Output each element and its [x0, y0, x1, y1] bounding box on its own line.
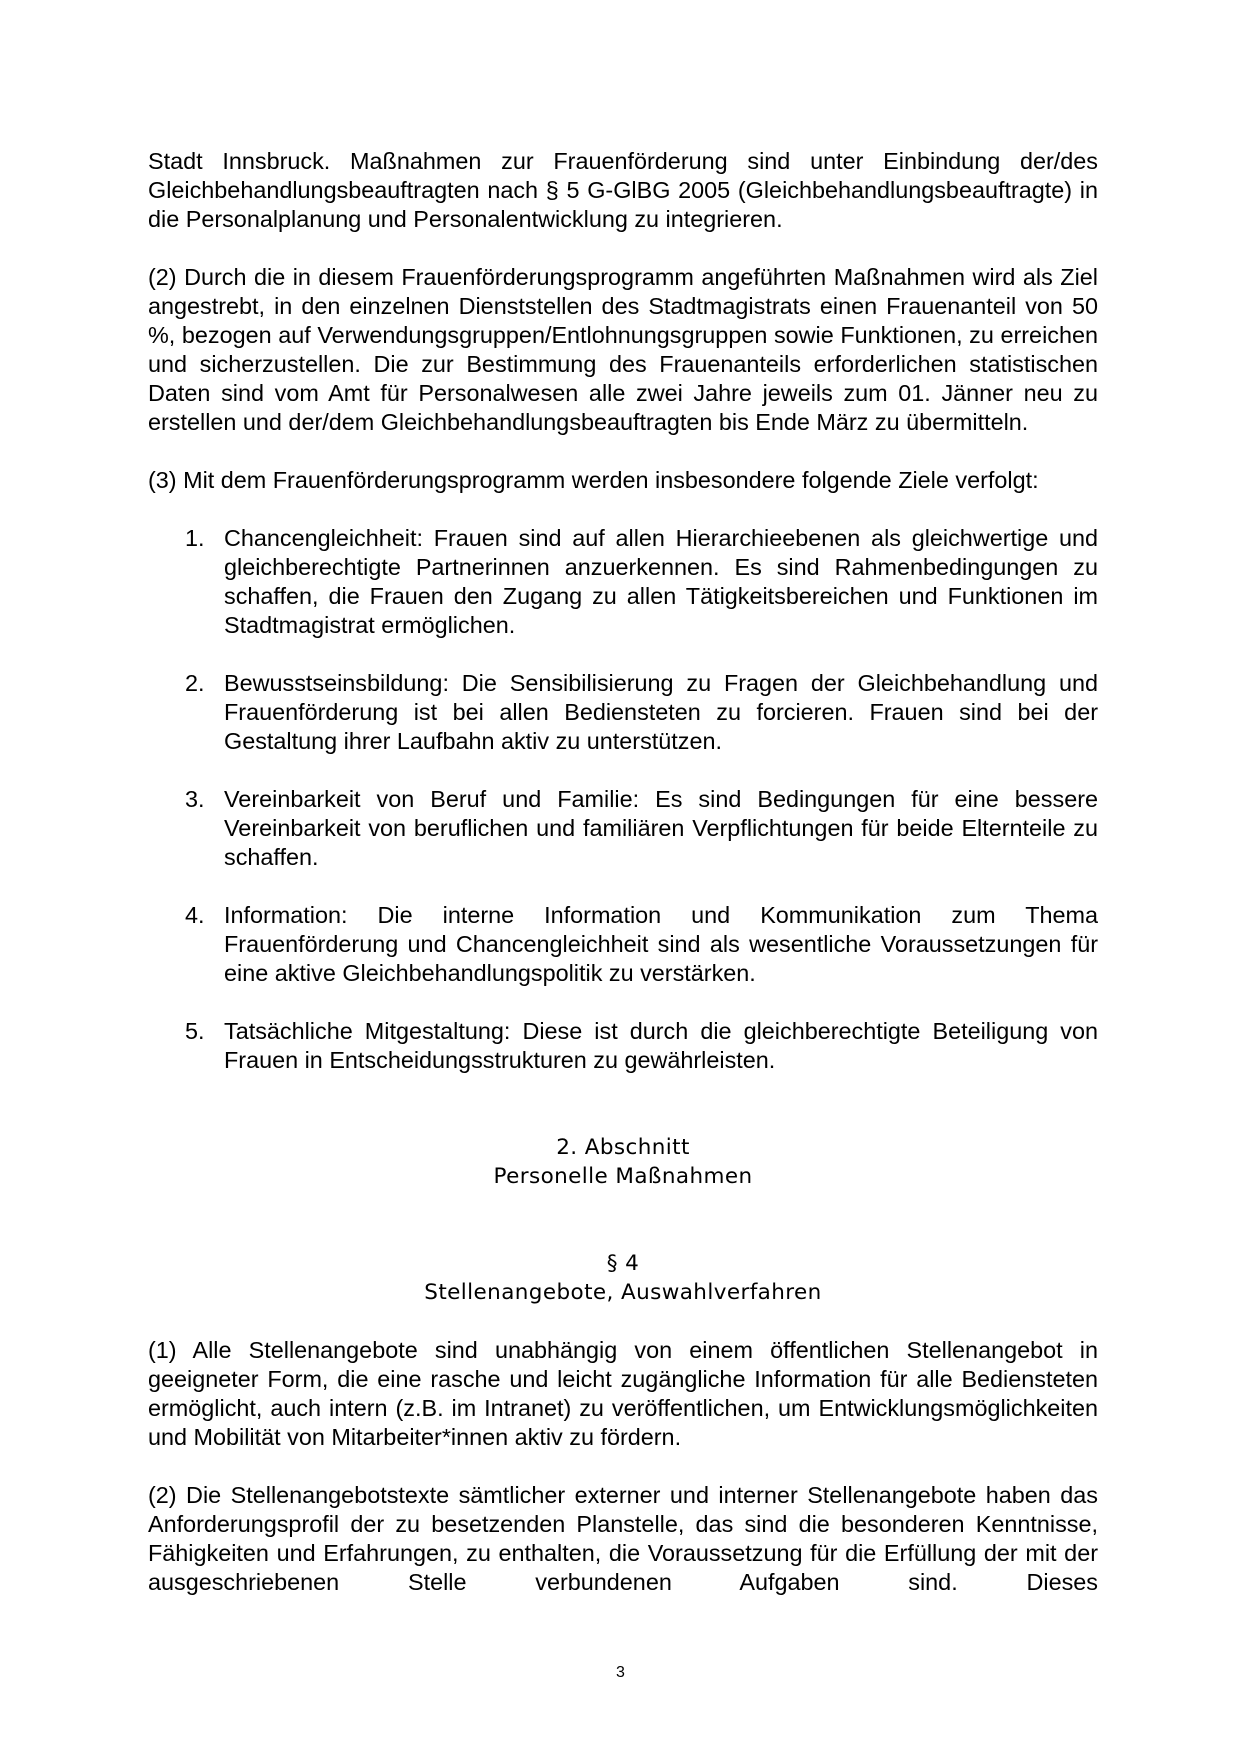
list-item-text: Information: Die interne Information und Kommunikation zum Thema Frauenförderung und Chancengleichheit sind als wesentliche Voraussetzungen für eine aktive Gleichbehandlungspolitik zu verstärken. [224, 902, 1098, 986]
page-body [148, 147, 1098, 1597]
list-item [148, 785, 1098, 872]
list-item-number: 5. [185, 1018, 205, 1044]
intro-paragraph: Stadt Innsbruck. Maßnahmen zur Frauenförderung sind unter Einbindung der/des Gleichbehandlungsbeauftragten nach § 5 G-GlBG 2005 (Gleichbehandlungsbeauftragte) in die Personalplanung und Personalentwicklung zu integrieren. [148, 148, 1098, 232]
page-number: 3 [616, 1664, 625, 1681]
paragraph-title: Stellenangebote, Auswahlverfahren [424, 1280, 822, 1305]
section-heading: 2. Abschnitt [556, 1135, 690, 1160]
paragraph-2: (2) Durch die in diesem Frauenförderungsprogramm angeführten Maßnahmen wird als Ziel angestrebt, in den einzelnen Dienststellen des Stadtmagistrats einen Frauenanteil von 50 %, bezogen auf Verwendungsgruppen/Entlohnungsgruppen sowie Funktionen, zu erreichen und sicherzustellen. Die zur Bestimmung des Frauenanteils erforderlichen statistischen Daten sind vom Amt für Personalwesen alle zwei Jahre jeweils zum 01. Jänner neu zu erstellen und der/dem Gleichbehandlungsbeauftragten bis Ende März zu übermitteln. [148, 264, 1098, 435]
paragraph-heading: § 4 [606, 1251, 640, 1276]
list-item [148, 1017, 1098, 1075]
list-item-number: 1. [185, 525, 205, 551]
goals-list [148, 524, 1098, 1075]
list-item-text: Tatsächliche Mitgestaltung: Diese ist durch die gleichberechtigte Beteiligung von Frauen in Entscheidungsstrukturen zu gewährleisten. [224, 1018, 1098, 1073]
list-item-text: Bewusstseinsbildung: Die Sensibilisierung zu Fragen der Gleichbehandlung und Frauenförderung ist bei allen Bediensteten zu forcieren. Frauen sind bei der Gestaltung ihrer Laufbahn aktiv zu unterstützen. [224, 670, 1098, 754]
list-item-number: 3. [185, 786, 205, 812]
paragraph-3: (3) Mit dem Frauenförderungsprogramm werden insbesondere folgende Ziele verfolgt: [148, 467, 1039, 493]
s4-paragraph-2: (2) Die Stellenangebotstexte sämtlicher externer und interner Stellenangebote haben das Anforderungsprofil der zu besetzenden Planstelle, das sind die besonderen Kenntnisse, Fähigkeiten und Erfahrungen, zu enthalten, die Voraussetzung für die Erfüllung der mit der ausgeschriebenen Stelle verbundenen Aufgaben sind. Dieses [148, 1482, 1098, 1595]
list-item-number: 4. [185, 902, 205, 928]
list-item [148, 669, 1098, 756]
list-item-text: Vereinbarkeit von Beruf und Familie: Es sind Bedingungen für eine bessere Vereinbarkeit von beruflichen und familiären Verpflichtungen für beide Elternteile zu schaffen. [224, 786, 1098, 870]
list-item [148, 901, 1098, 988]
list-item-text: Chancengleichheit: Frauen sind auf allen Hierarchieebenen als gleichwertige und gleichberechtigte Partnerinnen anzuerkennen. Es sind Rahmenbedingungen zu schaffen, die Frauen den Zugang zu allen Tätigkeitsbereichen und Funktionen im Stadtmagistrat ermöglichen. [224, 525, 1098, 638]
list-item [148, 524, 1098, 640]
s4-paragraph-1: (1) Alle Stellenangebote sind unabhängig von einem öffentlichen Stellenangebot in geeigneter Form, die eine rasche und leicht zugängliche Information für alle Bediensteten ermöglicht, auch intern (z.B. im Intranet) zu veröffentlichen, um Entwicklungsmöglichkeiten und Mobilität von Mitarbeiter*innen aktiv zu fördern. [148, 1337, 1098, 1450]
list-item-number: 2. [185, 670, 205, 696]
section-title: Personelle Maßnahmen [493, 1164, 753, 1189]
